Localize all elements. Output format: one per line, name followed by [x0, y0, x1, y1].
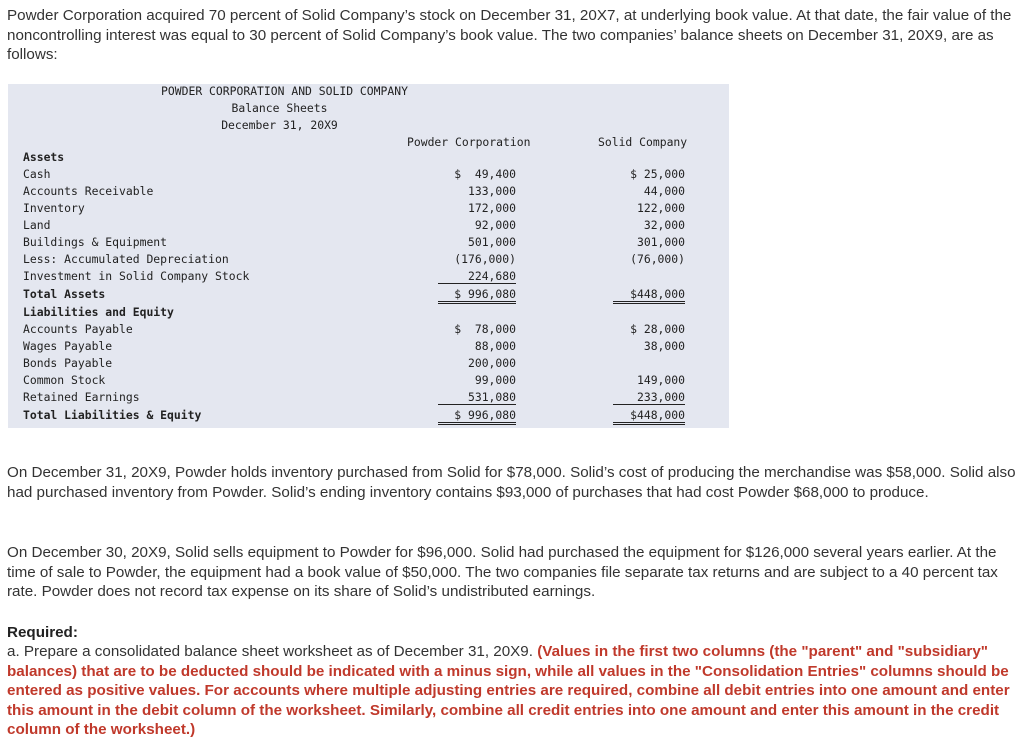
subsidiary-value: $448,000 [613, 287, 685, 304]
row-label: Total Liabilities & Equity [23, 408, 202, 422]
row-label: Accounts Payable [23, 322, 133, 336]
table-row [8, 252, 729, 269]
parent-value: 133,000 [467, 184, 516, 198]
table-row [8, 356, 729, 373]
row-label: Less: Accumulated Depreciation [23, 252, 229, 266]
parent-value: 99,000 [474, 373, 516, 387]
parent-value: $ 996,080 [438, 287, 516, 304]
table-row [8, 150, 729, 167]
table-row [8, 408, 729, 425]
row-label: Accounts Receivable [23, 184, 154, 198]
parent-value: $ 996,080 [438, 408, 516, 425]
required-a-instruction: a. Prepare a consolidated balance sheet worksheet as of December 31, 20X9. [7, 643, 533, 660]
table-row [8, 269, 729, 286]
subsidiary-value: 233,000 [613, 390, 685, 405]
row-label: Retained Earnings [23, 390, 140, 404]
table-row [8, 201, 729, 218]
parent-value: 172,000 [467, 201, 516, 215]
row-label: Wages Payable [23, 339, 113, 353]
parent-value: 531,080 [438, 390, 516, 405]
table-title: POWDER CORPORATION AND SOLID COMPANY [161, 84, 408, 98]
parent-value: 501,000 [467, 235, 516, 249]
subsidiary-value: 38,000 [643, 339, 685, 353]
table-row [8, 184, 729, 201]
table-row [8, 235, 729, 252]
row-label: Cash [23, 167, 51, 181]
parent-value: 200,000 [467, 356, 516, 370]
subsidiary-value: 149,000 [636, 373, 685, 387]
table-subtitle: Balance Sheets [231, 101, 328, 115]
table-row [8, 167, 729, 184]
required-a-note: (Values in the first two columns (the "parent" and "subsidiary" balances) that are to be deducted should be indicated with a minus sign, while all values in the "Consolidation Entries" columns should be entered as positive values. For accounts where multiple adjusting entries are required, combine all debit entries into one amount and enter this amount in the debit column of the worksheet. Similarly, combine all credit entries into one amount and enter this amount in the credit column of the worksheet.) [7, 643, 1010, 739]
parent-value: $ 78,000 [454, 322, 516, 336]
table-row [8, 287, 729, 304]
parent-value: 88,000 [474, 339, 516, 353]
table-row [8, 218, 729, 235]
subsidiary-value: 301,000 [636, 235, 685, 249]
column-header-parent: Powder Corporation [407, 135, 531, 149]
row-label: Total Assets [23, 287, 106, 301]
subsidiary-value: $448,000 [613, 408, 685, 425]
table-row [8, 339, 729, 356]
row-label: Inventory [23, 201, 85, 215]
balance-sheet-table [8, 84, 729, 438]
subsidiary-value: $ 28,000 [630, 322, 685, 336]
table-row [8, 390, 729, 407]
row-label: Bonds Payable [23, 356, 113, 370]
row-label: Assets [23, 150, 65, 164]
table-date: December 31, 20X9 [221, 118, 338, 132]
inventory-paragraph: On December 31, 20X9, Powder holds inventory purchased from Solid for $78,000. Solid’s cost of producing the merchandise was $58,000. Solid also had purchased inventory from Powder. Solid’s ending inventory contains $93,000 of purchases that had cost Powder $68,000 to produce. [7, 464, 1016, 501]
row-label: Land [23, 218, 51, 232]
parent-value: 224,680 [438, 269, 516, 284]
subsidiary-value: 32,000 [643, 218, 685, 232]
required-heading: Required: [7, 624, 78, 641]
required-a-text [7, 642, 1019, 740]
row-label: Liabilities and Equity [23, 305, 174, 319]
subsidiary-value: 122,000 [636, 201, 685, 215]
subsidiary-value: 44,000 [643, 184, 685, 198]
intro-paragraph: Powder Corporation acquired 70 percent of Solid Company’s stock on December 31, 20X7, at underlying book value. At that date, the fair value of the noncontrolling interest was equal to 30 percent of Solid Company’s book value. The two companies’ balance sheets on December 31, 20X9, are as follows: [7, 7, 1012, 64]
row-label: Buildings & Equipment [23, 235, 168, 249]
parent-value: (176,000) [454, 252, 516, 266]
row-label: Investment in Solid Company Stock [23, 269, 250, 283]
equipment-paragraph: On December 30, 20X9, Solid sells equipment to Powder for $96,000. Solid had purchased the equipment for $126,000 several years earlier. At the time of sale to Powder, the equipment had a book value of $50,000. The two companies file separate tax returns and are subject to a 40 percent tax rate. Powder does not record tax expense on its share of Solid’s undistributed earnings. [7, 544, 998, 601]
parent-value: 92,000 [474, 218, 516, 232]
row-label: Common Stock [23, 373, 106, 387]
subsidiary-value: (76,000) [630, 252, 685, 266]
column-header-subsidiary: Solid Company [598, 135, 688, 149]
subsidiary-value: $ 25,000 [630, 167, 685, 181]
table-row [8, 305, 729, 322]
parent-value: $ 49,400 [454, 167, 516, 181]
table-row [8, 322, 729, 339]
table-row [8, 373, 729, 390]
